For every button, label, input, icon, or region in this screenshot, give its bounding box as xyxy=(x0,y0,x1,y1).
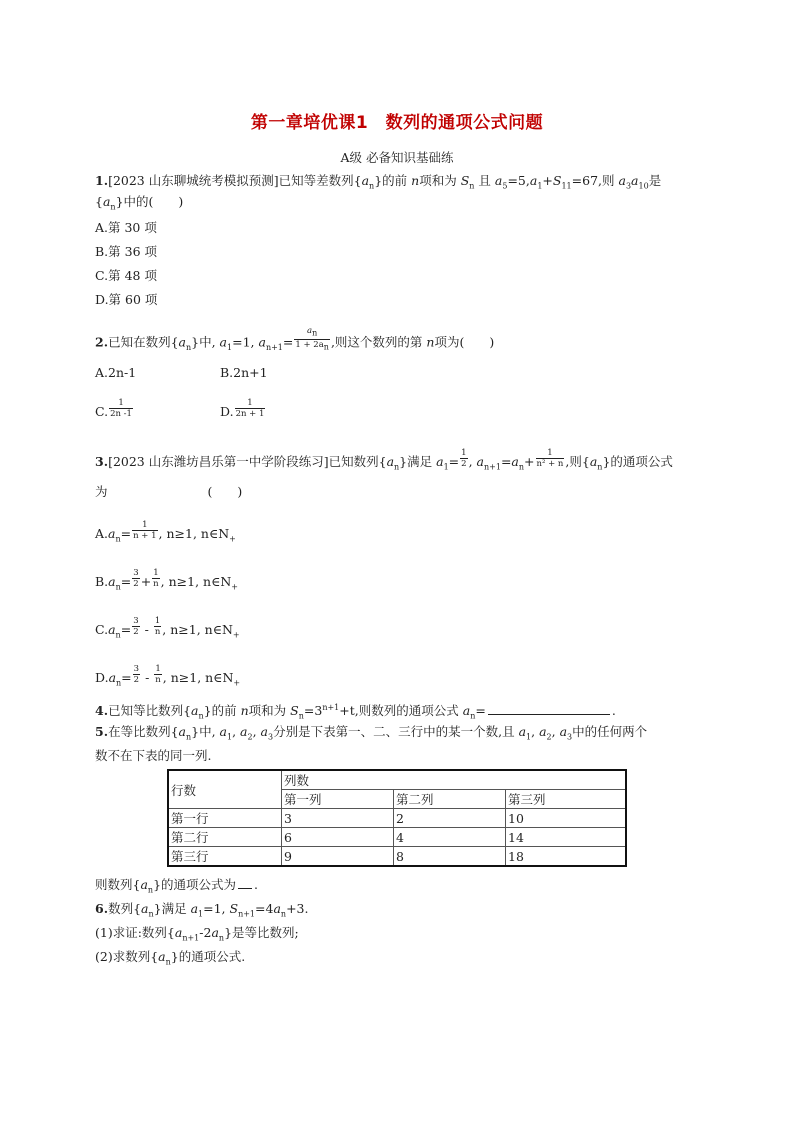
q6-part1: (1)求证:数列$\{a_{n+1}-2a_n\}$是等比数列; xyxy=(95,925,299,943)
section-heading: A级 必备知识基础练 xyxy=(340,150,454,165)
q4-stem: 4.已知等比数列$\{a_n\}$的前 n项和为 $S_n=3^{n+1}+t$,则数列的通项公式 $a_n=$ . xyxy=(95,703,616,721)
page-title: 第一章培优课1 数列的通项公式问题 xyxy=(250,113,544,133)
table-row: 第一行 3 2 10 xyxy=(168,809,626,828)
q5-answer-line: 则数列$\{a_n\}$的通项公式为 . xyxy=(95,877,259,895)
table-col-header-cell: 列数 xyxy=(282,770,627,790)
q6-stem: 6.数列$\{a_n\}$满足 $a_1=1$, $S_{n+1}=4a_n+3$. xyxy=(95,901,309,919)
table-row: 第三行 9 8 18 xyxy=(168,847,626,867)
q2-option-d[interactable]: D. $\frac{1}{2n + 1}$ xyxy=(220,398,265,419)
q3-option-c[interactable]: $C.a_n=$ $\frac{3}{2}$ - $\frac{1}{n}$ , n≥1, $n\in N_+$ xyxy=(95,616,240,640)
q5-stem-line2: 数不在下表的同一列. xyxy=(95,748,212,763)
q2-option-b[interactable]: B.2n+1 xyxy=(220,365,268,380)
q3-stem-line1: 3.[2023 山东潍坊昌乐第一中学阶段练习]已知数列$\{a_n\}$满足 $a_1=$ $\frac{1}{2}$ , $a_{n+1}=a_n+$ $\frac{1}{\text{n² + n}}$ ,则$\{a_n\}$的通项公式 xyxy=(95,448,673,472)
q1-option-c[interactable]: C.第 48 项 xyxy=(95,268,157,283)
q1-stem-line2: $\{a_n\}$中的( ) xyxy=(95,194,184,212)
q5-answer-blank[interactable] xyxy=(238,876,252,889)
q6-part2: (2)求数列$\{a_n\}$的通项公式. xyxy=(95,949,246,967)
table-col-3: 第三列 xyxy=(506,790,627,809)
q5-stem-line1: 5.在等比数列$\{a_n\}$中, $a_1$, $a_2$, $a_3$分别是下表第一、二、三行中的某一个数,且 $a_1$, $a_2$, $a_3$中的任何两个 xyxy=(95,724,648,742)
q1-option-a[interactable]: A.第 30 项 xyxy=(95,220,157,235)
table-col-2: 第二列 xyxy=(394,790,506,809)
q1-option-b[interactable]: B.第 36 项 xyxy=(95,244,158,259)
table-col-1: 第一列 xyxy=(282,790,394,809)
table-row-header-cell: 行数 xyxy=(168,770,282,809)
q1-stem-line1: 1.[2023 山东聊城统考模拟预测]已知等差数列$\{a_n\}$的前 n项和为 $S_n$ 且 $a_5=5,a_1+S_{11}=67$,则 $a_3a_{10}$是 xyxy=(95,173,662,191)
q3-option-a[interactable]: $A.a_n=$ $\frac{1}{n + 1}$ , n≥1, $n\in N_+$ xyxy=(95,520,236,544)
q1-option-d[interactable]: D.第 60 项 xyxy=(95,292,158,307)
table-row: 第二行 6 4 14 xyxy=(168,828,626,847)
q3-option-d[interactable]: $D.a_n=$ $\frac{3}{2}$ - $\frac{1}{n}$ , n≥1, $n\in N_+$ xyxy=(95,664,241,688)
q2-option-c[interactable]: C. $\frac{1}{2n -1}$ xyxy=(95,398,132,419)
q2-options-row2 xyxy=(95,398,266,423)
q3-option-b[interactable]: $B.a_n=$ $\frac{3}{2}$ + $\frac{1}{n}$ , n≥1, $n\in N_+$ xyxy=(95,568,238,592)
q2-recurrence-fraction: $\frac{a_n}{1 + 2a_n}$ xyxy=(295,326,329,352)
q5-table xyxy=(167,769,627,867)
q3-stem-line2: 为 ( ) xyxy=(95,484,243,499)
q4-answer-blank[interactable] xyxy=(488,702,610,715)
q2-option-a[interactable]: A.2n-1 xyxy=(95,365,137,380)
q2-stem: 2.已知在数列$\{a_n\}$中, $a_1=1$, $a_{n+1}=$ $\frac{a_n}{1 + 2a_n}$ ,则这个数列的第 n项为( ) xyxy=(95,326,495,353)
q2-options-row1 xyxy=(95,364,268,382)
